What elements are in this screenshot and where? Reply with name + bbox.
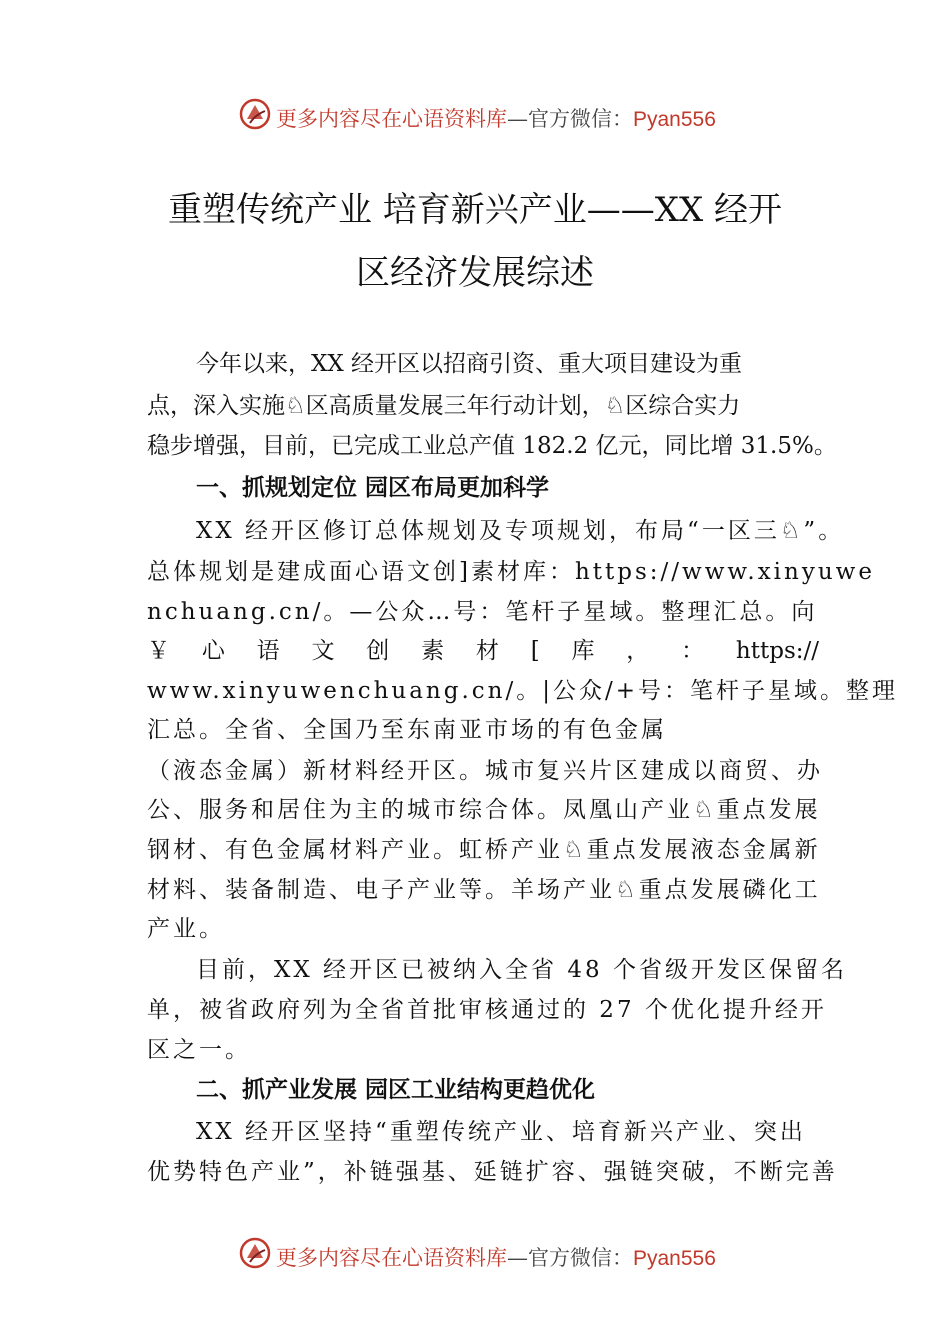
watermark-text bbox=[276, 103, 716, 133]
p2-line-4 bbox=[147, 636, 819, 666]
p3-line-2: 单，被省政府列为全省首批审核通过的 27 个优化提升经开 bbox=[147, 997, 827, 1023]
brand-logo-icon bbox=[238, 97, 272, 131]
watermark-account: Pyan556 bbox=[633, 1247, 716, 1270]
p2-spread-row bbox=[147, 636, 819, 666]
p2-line-2: 总体规划是建成面心语文创]素材库：https://www.xinyuwe bbox=[147, 559, 875, 585]
p1-line-3: 稳步增强，目前，已完成工业总产值 182.2 亿元，同比增 31.5%。 bbox=[147, 433, 837, 459]
p1-line-1: 今年以来，XX 经开区以招商引资、重大项目建设为重 bbox=[196, 351, 743, 377]
p2-line-3: nchuang.cn/。—公众…号：笔杆子星域。整理汇总。向 bbox=[147, 599, 818, 625]
p2-line-9: 钢材、有色金属材料产业。虹桥产业♘重点发展液态金属新 bbox=[147, 837, 821, 863]
spread-char: 语 bbox=[256, 638, 280, 664]
watermark-separator: —官方微信： bbox=[507, 107, 633, 131]
spread-char: 心 bbox=[201, 638, 225, 664]
watermark-brand: 更多内容尽在心语资料库 bbox=[276, 1246, 507, 1270]
p2-line-6: 汇总。全省、全国乃至东南亚市场的有色金属 bbox=[147, 717, 667, 743]
doc-title-line2: 区经济发展综述 bbox=[356, 253, 594, 293]
p3-line-3: 区之一。 bbox=[147, 1037, 251, 1063]
spread-char: [ bbox=[530, 638, 540, 664]
brand-logo-icon bbox=[238, 1236, 272, 1270]
section-heading-1: 一、抓规划定位 园区布局更加科学 bbox=[196, 475, 550, 501]
p2-line-8: 公、服务和居住为主的城市综合体。凤凰山产业♘重点发展 bbox=[147, 797, 821, 823]
section-heading-2: 二、抓产业发展 园区工业结构更趋优化 bbox=[196, 1077, 596, 1103]
spread-char: 材 bbox=[475, 638, 499, 664]
spread-char: ， bbox=[626, 638, 650, 664]
watermark-text bbox=[276, 1242, 716, 1272]
spread-url: https:// bbox=[735, 638, 819, 664]
p2-line-11: 产业。 bbox=[147, 916, 225, 942]
p1-line-2: 点，深入实施♘区高质量发展三年行动计划，♘区综合实力 bbox=[147, 393, 741, 419]
p3-line-1: 目前，XX 经开区已被纳入全省 48 个省级开发区保留名 bbox=[196, 957, 847, 983]
spread-char: 文 bbox=[311, 638, 335, 664]
spread-char: 创 bbox=[366, 638, 390, 664]
p4-line-2: 优势特色产业”，补链强基、延链扩容、强链突破，不断完善 bbox=[147, 1159, 838, 1185]
p2-line-7: （液态金属）新材料经开区。城市复兴片区建成以商贸、办 bbox=[147, 758, 823, 784]
spread-char: 库 bbox=[571, 638, 595, 664]
p4-line-1: XX 经开区坚持“重塑传统产业、培育新兴产业、突出 bbox=[196, 1119, 806, 1145]
spread-char: 素 bbox=[421, 638, 445, 664]
spread-char: ： bbox=[681, 638, 705, 664]
watermark-separator: —官方微信： bbox=[507, 1246, 633, 1270]
watermark-brand: 更多内容尽在心语资料库 bbox=[276, 107, 507, 131]
p2-line-1: XX 经开区修订总体规划及专项规划，布局“一区三♘”。 bbox=[196, 518, 845, 544]
watermark-banner-top bbox=[0, 97, 950, 137]
watermark-banner-bottom bbox=[0, 1236, 950, 1276]
watermark-account: Pyan556 bbox=[633, 108, 716, 131]
doc-title-line1: 重塑传统产业 培育新兴产业——XX 经开 bbox=[167, 190, 783, 230]
p2-line-10: 材料、装备制造、电子产业等。羊场产业♘重点发展磷化工 bbox=[147, 877, 821, 903]
spread-char: ￥ bbox=[147, 638, 170, 664]
p2-line-5: www.xinyuwenchuang.cn/。|公众/+号：笔杆子星域。整理 bbox=[147, 678, 898, 704]
